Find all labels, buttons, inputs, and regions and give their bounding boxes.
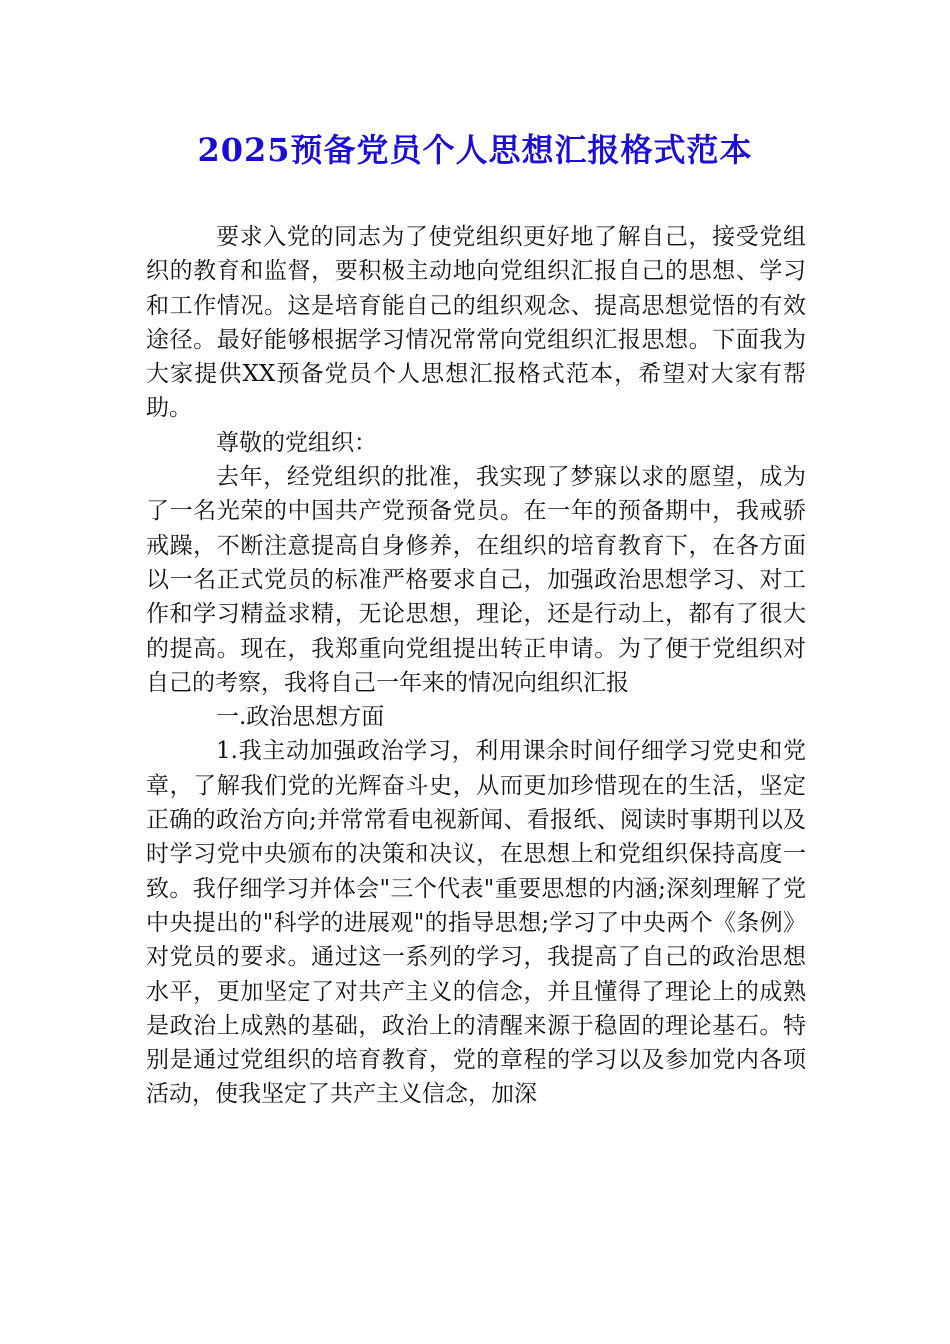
document-body: [146, 220, 806, 1112]
section-heading: 一.政治思想方面: [216, 704, 385, 731]
body-paragraph: 1.我主动加强政治学习，利用课余时间仔细学习党史和党章，了解我们党的光辉奋斗史，从而更加珍惜现在的生活，坚定正确的政治方向;并常常看电视新闻、看报纸、阅读时事期刊以及时学习党中央颁布的决策和决议，在思想上和党组织保持高度一致。我仔细学习并体会"三个代表"重要思想的内涵;深刻理解了党中央提出的"科学的进展观"的指导思想;学习了中央两个《条例》对党员的要求。通过这一系列的学习，我提高了自己的政治思想水平，更加坚定了对共产主义的信念，并且懂得了理论上的成熟是政治上成熟的基础，政治上的清醒来源于稳固的理论基石。特别是通过党组织的培育教育，党的章程的学习以及参加党内各项活动，使我坚定了共产主义信念，加深: [146, 738, 806, 1108]
intro-paragraph: 要求入党的同志为了使党组织更好地了解自己，接受党组织的教育和监督，要积极主动地向党组织汇报自己的思想、学习和工作情况。这是培育能自己的组织观念、提高思想觉悟的有效途径。最好能够根据学习情况常常向党组织汇报思想。下面我为大家提供XX预备党员个人思想汇报格式范本，希望对大家有帮助。: [146, 224, 806, 422]
document-title: 2025预备党员个人思想汇报格式范本: [197, 131, 753, 169]
body-paragraph: 去年，经党组织的批准，我实现了梦寐以求的愿望，成为了一名光荣的中国共产党预备党员。在一年的预备期中，我戒骄戒躁，不断注意提高自身修养，在组织的培育教育下，在各方面以一名正式党员的标准严格要求自己，加强政治思想学习、对工作和学习精益求精，无论思想，理论，还是行动上，都有了很大的提高。现在，我郑重向党组提出转正申请。为了便于党组织对自己的考察，我将自己一年来的情况向组织汇报: [146, 464, 806, 696]
salutation: 尊敬的党组织：: [216, 429, 377, 456]
